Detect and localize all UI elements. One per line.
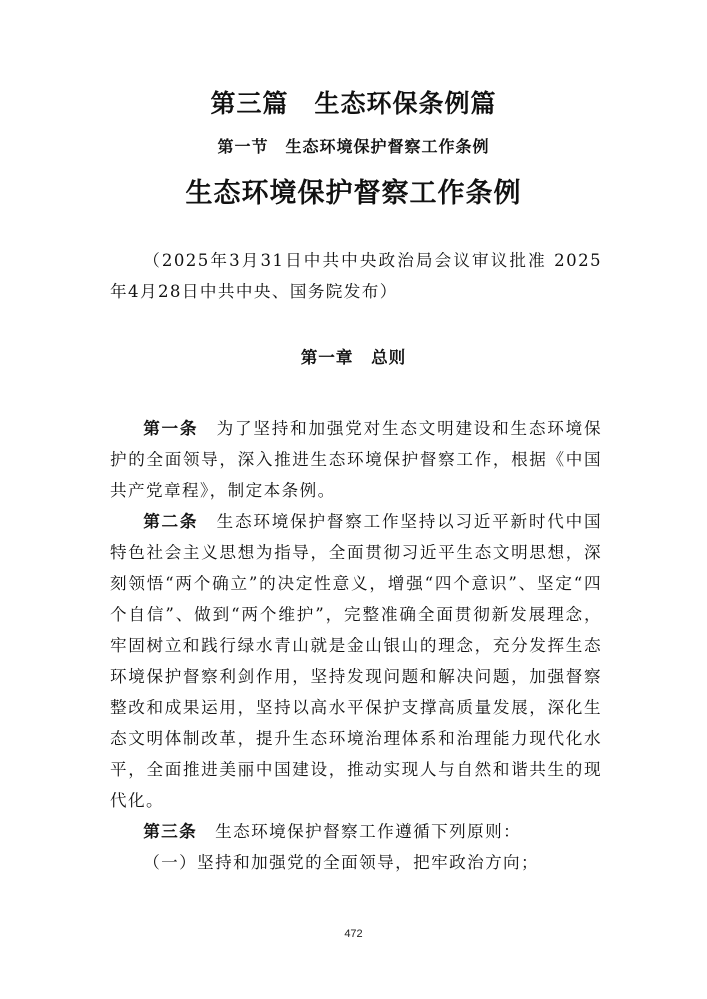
article-label: 第三条 [143, 822, 198, 841]
chapter-title: 第一章 总则 [300, 348, 407, 367]
issuance-note: （2025年3月31日中共中央政治局会议审议批准 2025年4月28日中共中央、国务院发布） [110, 251, 602, 301]
article-text: 为了坚持和加强党对生态文明建设和生态环境保护的全面领导，深入推进生态环境保护督察工作，根据《中国共产党章程》，制定本条例。 [110, 419, 603, 500]
article-3 [110, 816, 602, 847]
page-number: 472 [344, 928, 363, 940]
articles-block [110, 413, 602, 878]
article-spacer [197, 822, 215, 841]
article-1 [110, 413, 602, 506]
part-title: 第三篇 生态环保条例篇 [210, 89, 497, 118]
document-title: 生态环境保护督察工作条例 [185, 178, 522, 209]
issuance-note-block [110, 245, 602, 307]
article-2 [110, 506, 602, 816]
article-spacer [198, 419, 216, 438]
section-title: 第一节 生态环境保护督察工作条例 [217, 137, 490, 156]
article-label: 第二条 [143, 512, 199, 531]
article-text: 生态环境保护督察工作坚持以习近平新时代中国特色社会主义思想为指导，全面贯彻习近平生态文明思想，深刻领悟“两个确立”的决定性意义，增强“四个意识”、坚定“四个自信”、做到“两个维护”，完整准确全面贯彻新发展理念，牢固树立和践行绿水青山就是金山银山的理念，充分发挥生态环境保护督察利剑作用，坚持发现问题和解决问题，加强督察整改和成果运用，坚持以高水平保护支撑高质量发展，深化生态文明体制改革，提升生态环境治理体系和治理能力现代化水平，全面推进美丽中国建设，推动实现人与自然和谐共生的现代化。 [110, 512, 603, 810]
article-label: 第一条 [143, 419, 199, 438]
article-spacer [198, 512, 216, 531]
list-item: （一）坚持和加强党的全面领导，把牢政治方向； [143, 853, 540, 872]
article-text: 生态环境保护督察工作遵循下列原则： [215, 822, 522, 841]
